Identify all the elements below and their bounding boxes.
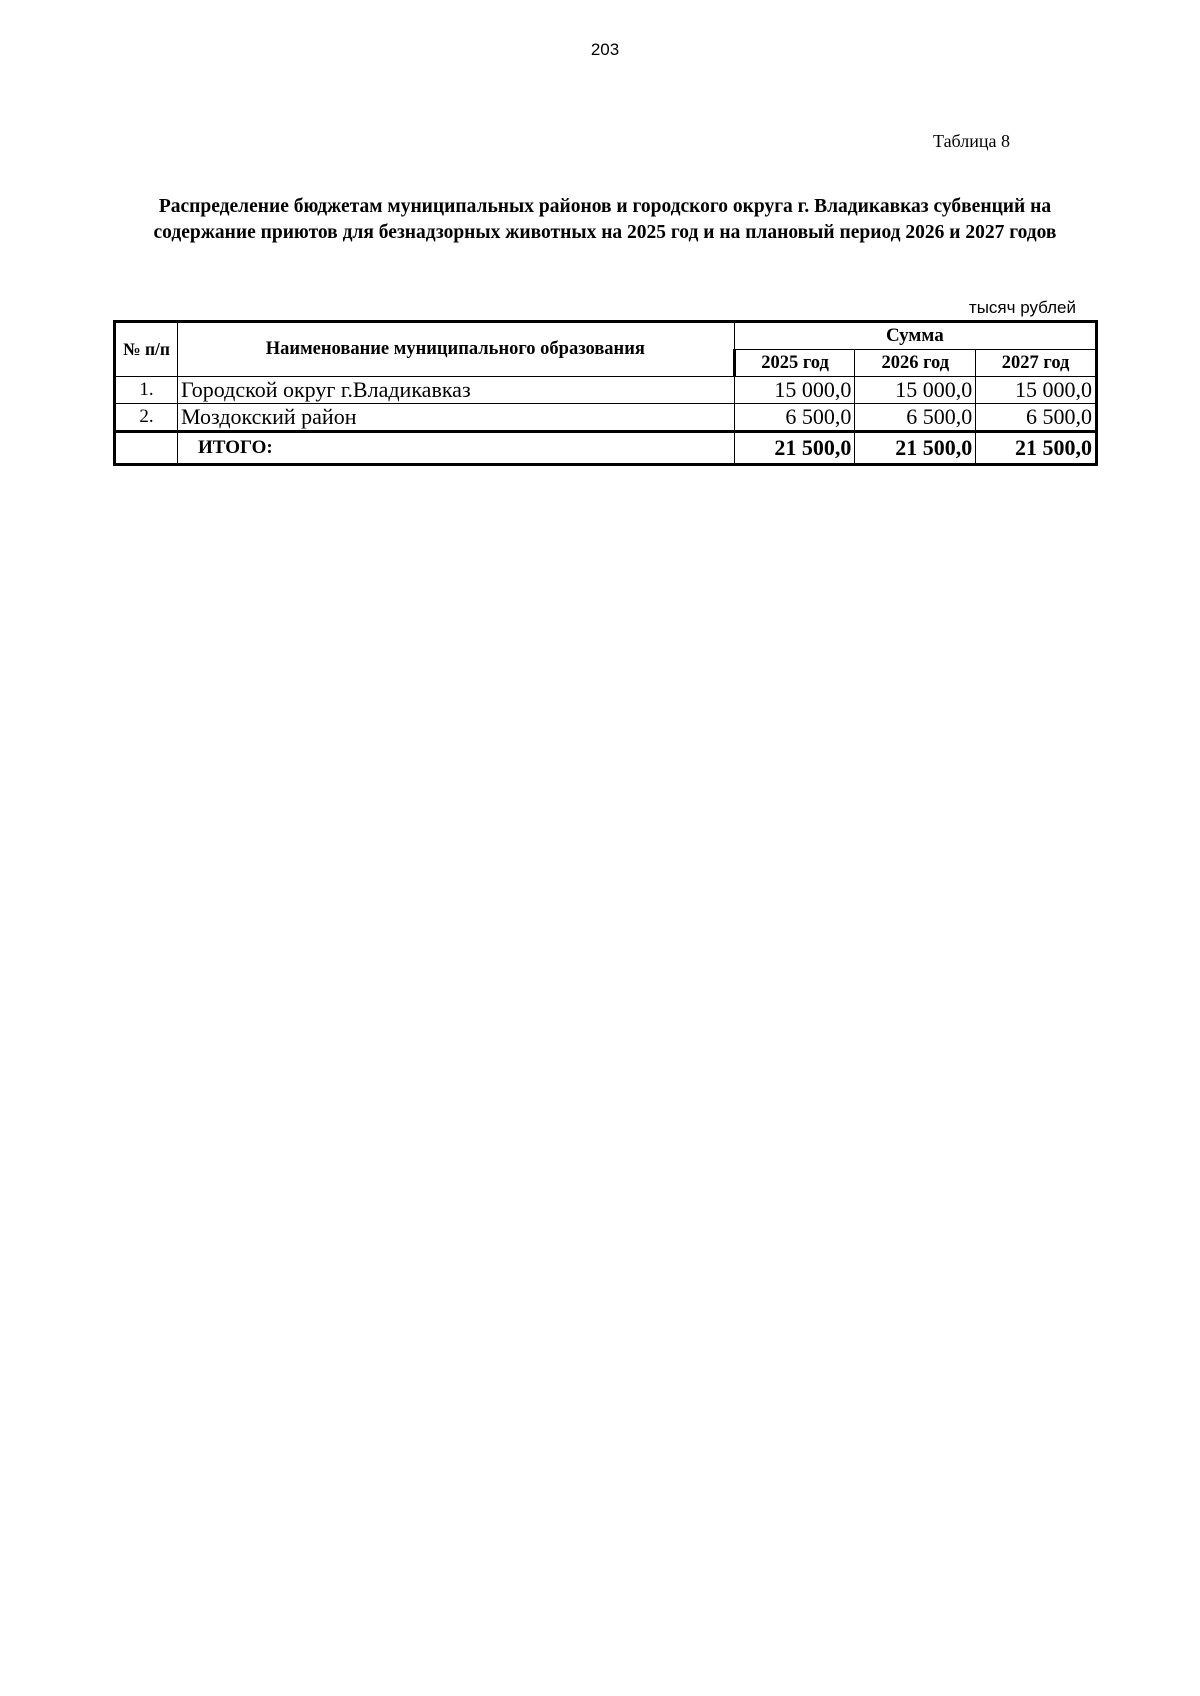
row-value-2025: 6 500,0 <box>734 404 855 432</box>
header-year-2027: 2027 год <box>976 350 1097 377</box>
page-number: 203 <box>590 40 620 59</box>
header-year-2026: 2026 год <box>855 350 976 377</box>
row-value-2027: 6 500,0 <box>976 404 1097 432</box>
row-num: 1. <box>115 377 178 404</box>
row-value-2027: 15 000,0 <box>976 377 1097 404</box>
table-row <box>115 377 1097 404</box>
header-year-2025: 2025 год <box>734 350 855 377</box>
header-row-top <box>115 322 1097 350</box>
header-sum: Сумма <box>734 322 1096 350</box>
subvention-table <box>113 320 1098 466</box>
row-num: 2. <box>115 404 178 432</box>
table-label: Таблица 8 <box>933 131 1010 151</box>
total-value-2025: 21 500,0 <box>734 432 855 465</box>
row-name: Городской округ г.Владикавказ <box>178 377 735 404</box>
table-row <box>115 404 1097 432</box>
row-value-2026: 6 500,0 <box>855 404 976 432</box>
row-value-2025: 15 000,0 <box>734 377 855 404</box>
total-row <box>115 432 1097 465</box>
total-value-2027: 21 500,0 <box>976 432 1097 465</box>
total-label: ИТОГО: <box>178 432 735 465</box>
total-value-2026: 21 500,0 <box>855 432 976 465</box>
document-title: Распределение бюджетам муниципальных районов и городского округа г. Владикавказ субвенций на содержание приютов для безнадзорных животных на 2025 год и на плановый период 2026 и 2027 годов <box>153 196 1057 243</box>
row-value-2026: 15 000,0 <box>855 377 976 404</box>
units-label: тысяч рублей <box>968 298 1076 317</box>
total-num <box>115 432 178 465</box>
header-name: Наименование муниципального образования <box>178 322 735 377</box>
row-name: Моздокский район <box>178 404 735 432</box>
header-num: № п/п <box>115 322 178 377</box>
